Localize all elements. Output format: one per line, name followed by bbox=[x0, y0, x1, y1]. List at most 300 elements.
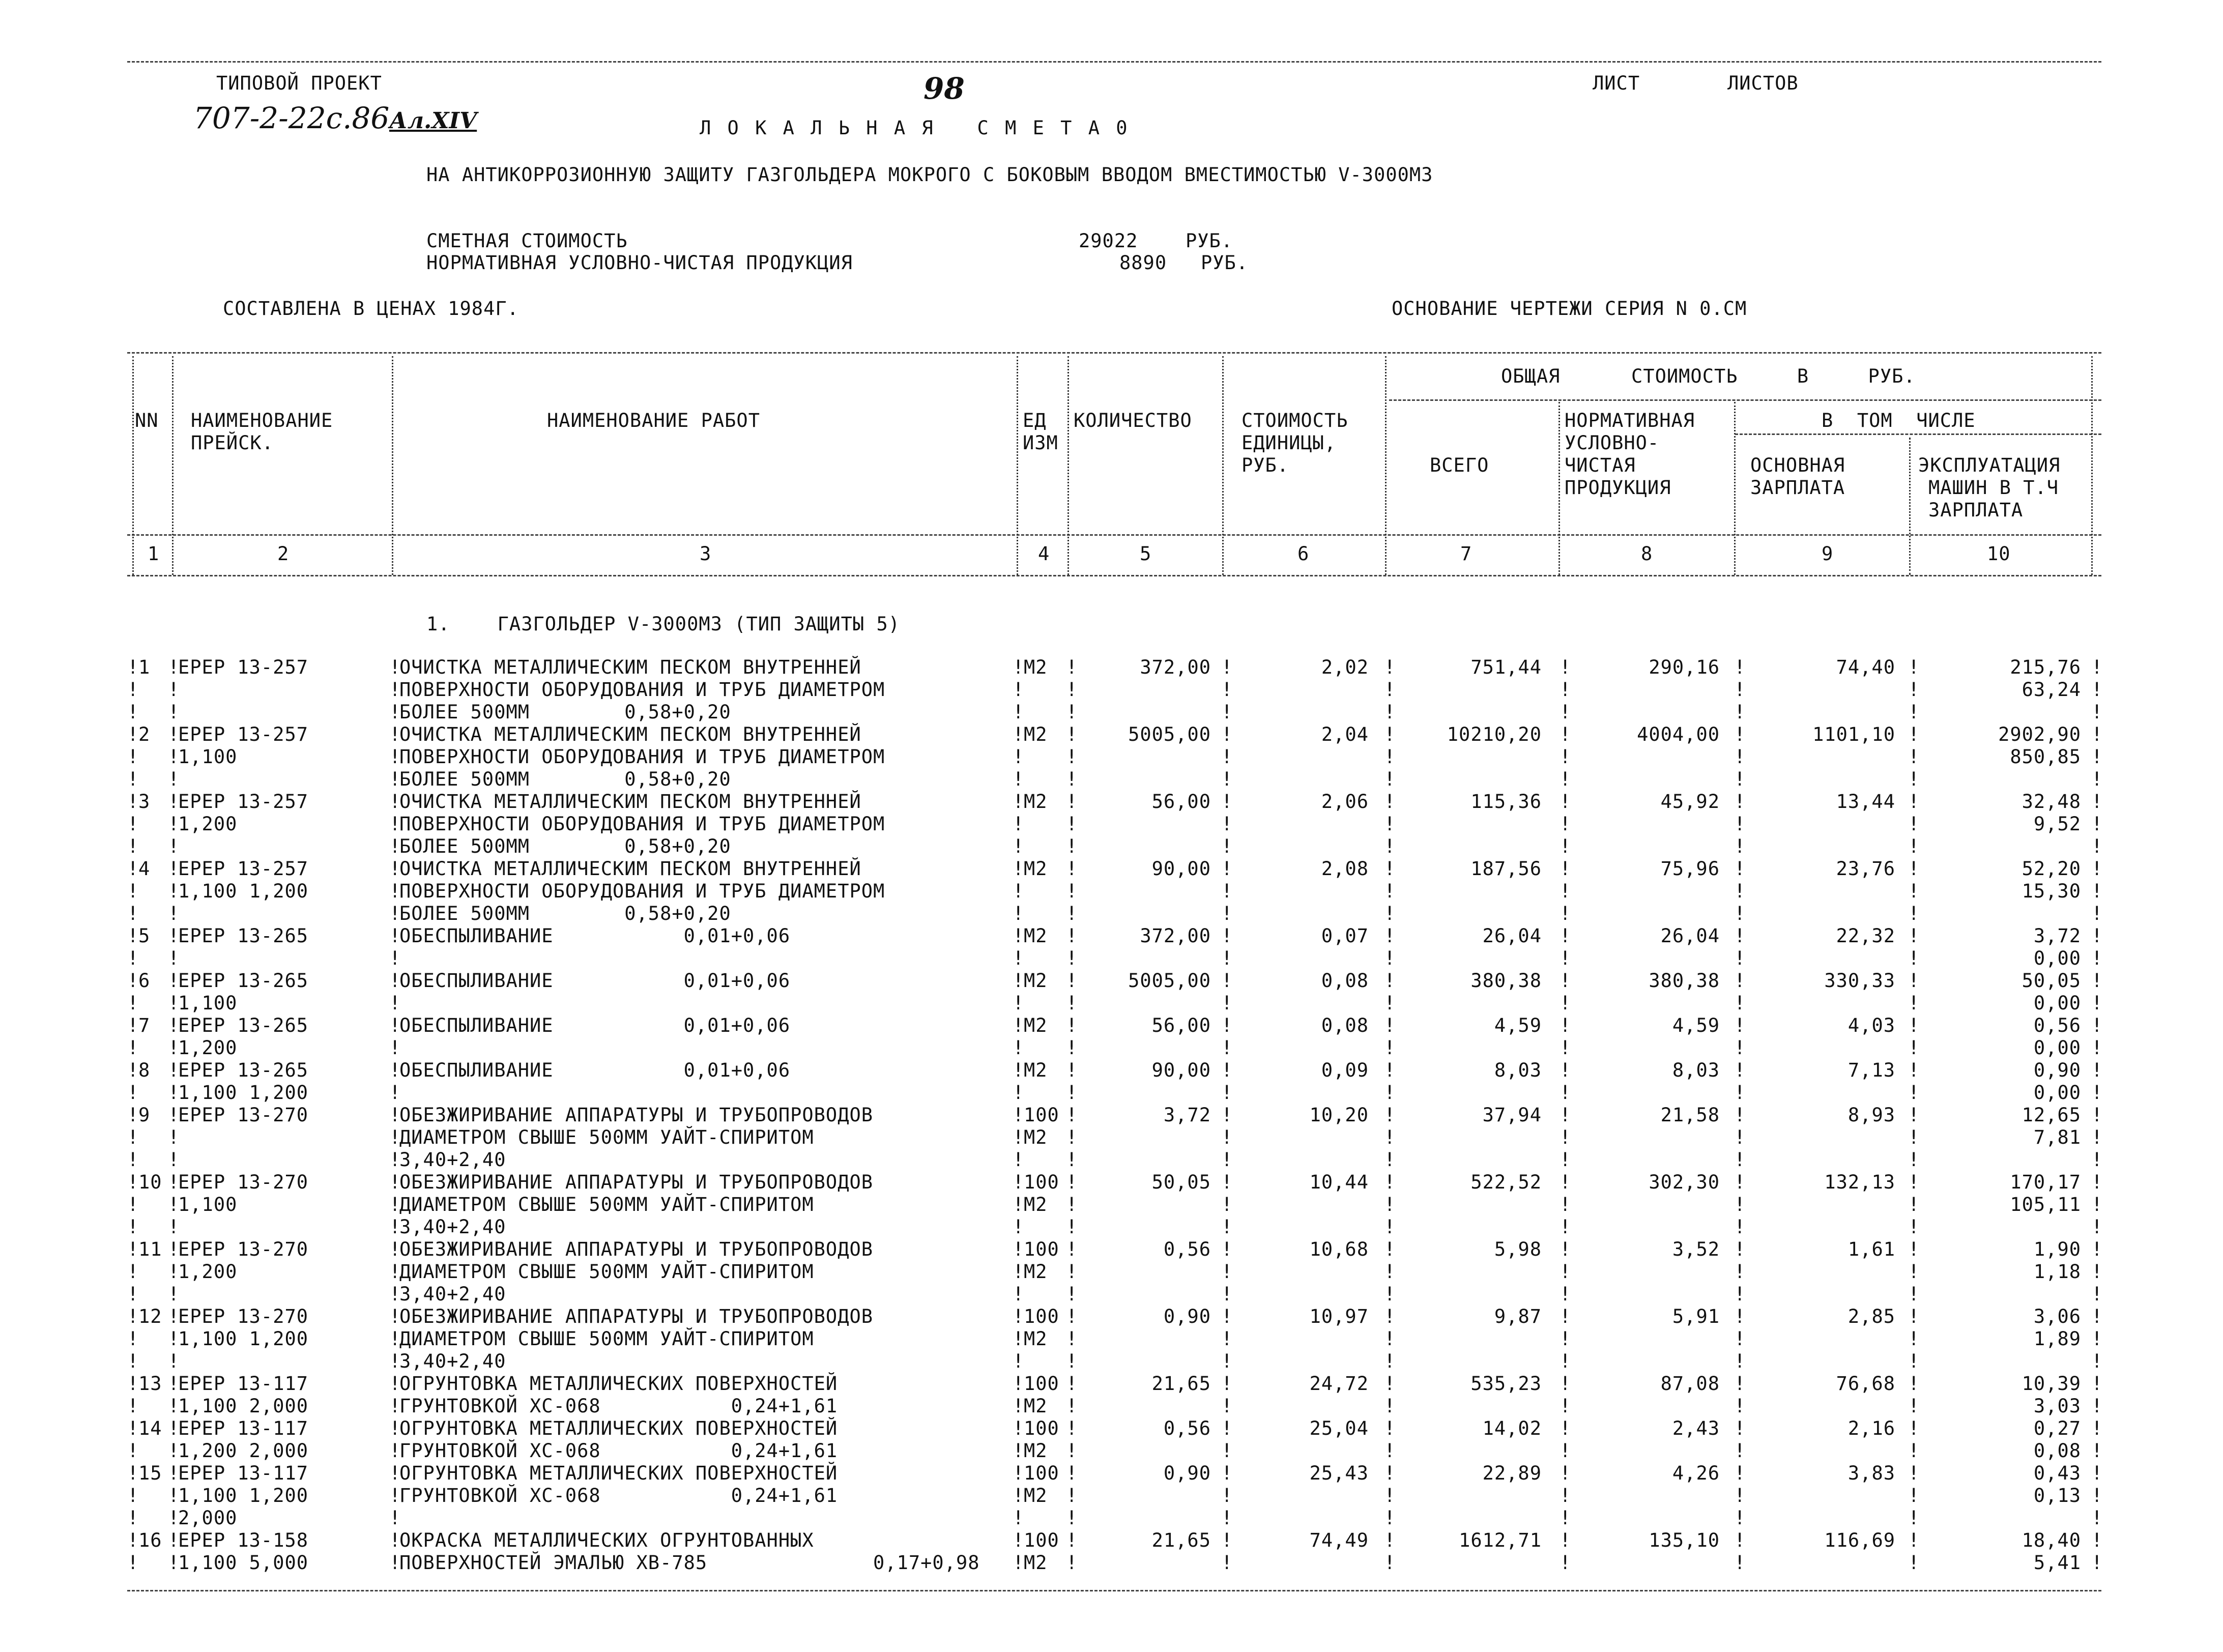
column-separator: ! bbox=[1560, 1328, 1572, 1350]
quantity: 5005,00 bbox=[1128, 970, 1211, 992]
column-separator: ! bbox=[2091, 1104, 2103, 1126]
column-separator: ! bbox=[1066, 1126, 1078, 1148]
column-separator: ! bbox=[389, 992, 401, 1014]
column-separator: ! bbox=[1734, 1015, 1746, 1036]
column-separator: ! bbox=[1384, 1283, 1396, 1305]
column-separator: ! bbox=[168, 1306, 180, 1327]
cost-unit: РУБ. bbox=[1186, 230, 1233, 252]
column-separator: ! bbox=[1560, 970, 1572, 992]
column-separator: ! bbox=[1013, 1350, 1025, 1372]
column-separator: ! bbox=[1221, 903, 1233, 924]
column-separator: ! bbox=[1560, 656, 1572, 678]
column-separator: ! bbox=[1734, 1529, 1746, 1551]
column-separator: ! bbox=[1908, 970, 1920, 992]
column-separator: ! bbox=[127, 858, 139, 880]
work-name: ГРУНТОВКОЙ ХС-068 0,24+1,61 bbox=[399, 1395, 838, 1417]
price-code: ЕРЕР 13-257 bbox=[178, 656, 309, 678]
column-separator: ! bbox=[1734, 1552, 1746, 1574]
column-separator: ! bbox=[389, 1216, 401, 1238]
column-separator: ! bbox=[168, 1283, 180, 1305]
quantity: 21,65 bbox=[1151, 1373, 1211, 1395]
column-separator: ! bbox=[1066, 880, 1078, 902]
column-separator: ! bbox=[1560, 723, 1572, 745]
column-separator: ! bbox=[1908, 858, 1920, 880]
column-separator: ! bbox=[168, 1350, 180, 1372]
column-separator: ! bbox=[2091, 835, 2103, 857]
column-separator: ! bbox=[1013, 925, 1025, 947]
column-separator: ! bbox=[1066, 1037, 1078, 1059]
column-separator: ! bbox=[2091, 791, 2103, 813]
work-name: 3,40+2,40 bbox=[399, 1149, 506, 1171]
column-separator: ! bbox=[1384, 723, 1396, 745]
column-separator: ! bbox=[1066, 656, 1078, 678]
bottom-rule bbox=[127, 1590, 2101, 1591]
base-salary: 8,93 bbox=[1847, 1104, 1895, 1126]
header-col9a: ОСНОВНАЯ bbox=[1750, 454, 1845, 476]
unit: М2 bbox=[1024, 1126, 1048, 1148]
column-separator: ! bbox=[127, 1440, 139, 1462]
unit: 100 bbox=[1024, 1104, 1059, 1126]
cost-value: 29022 bbox=[1079, 230, 1138, 252]
column-separator: ! bbox=[1384, 1059, 1396, 1081]
work-name: ОКРАСКА МЕТАЛЛИЧЕСКИХ ОГРУНТОВАННЫХ bbox=[399, 1529, 814, 1551]
sheets-label: ЛИСТОВ bbox=[1727, 72, 1799, 94]
price-code: ЕРЕР 13-270 bbox=[178, 1306, 309, 1327]
column-separator: ! bbox=[1221, 1037, 1233, 1059]
header-col2a: НАИМЕНОВАНИЕ bbox=[191, 410, 333, 431]
row-number: 3 bbox=[138, 791, 151, 813]
unit: М2 bbox=[1024, 656, 1048, 678]
column-separator: ! bbox=[389, 1462, 401, 1484]
unit: 100 bbox=[1024, 1373, 1059, 1395]
column-separator: ! bbox=[1013, 701, 1025, 723]
column-separator: ! bbox=[168, 1216, 180, 1238]
quantity: 5005,00 bbox=[1128, 723, 1211, 745]
column-separator: ! bbox=[2091, 1149, 2103, 1171]
column-separator: ! bbox=[1013, 1194, 1025, 1215]
column-separator: ! bbox=[2091, 1328, 2103, 1350]
work-name: ОГРУНТОВКА МЕТАЛЛИЧЕСКИХ ПОВЕРХНОСТЕЙ bbox=[399, 1417, 838, 1439]
column-separator: ! bbox=[1734, 701, 1746, 723]
header-col8b: УСЛОВНО- bbox=[1565, 432, 1660, 454]
machine-cost: 105,11 bbox=[2010, 1194, 2081, 1215]
section-title: 1. ГАЗГОЛЬДЕР V-3000М3 (ТИП ЗАЩИТЫ 5) bbox=[426, 613, 901, 635]
column-separator: ! bbox=[1066, 1171, 1078, 1193]
column-separator: ! bbox=[1908, 835, 1920, 857]
column-separator: ! bbox=[2091, 1194, 2103, 1215]
column-separator: ! bbox=[1066, 992, 1078, 1014]
column-separator: ! bbox=[389, 701, 401, 723]
column-separator: ! bbox=[1908, 1261, 1920, 1283]
header-col3: НАИМЕНОВАНИЕ РАБОТ bbox=[547, 410, 760, 431]
unit: 100 bbox=[1024, 1238, 1059, 1260]
column-separator: ! bbox=[389, 1261, 401, 1283]
column-separator: ! bbox=[1013, 1462, 1025, 1484]
column-separator: ! bbox=[1384, 835, 1396, 857]
price-code: ЕРЕР 13-257 bbox=[178, 723, 309, 745]
page-number: 98 bbox=[923, 71, 965, 106]
row-number: 15 bbox=[138, 1462, 162, 1484]
column-separator: ! bbox=[1734, 970, 1746, 992]
column-separator: ! bbox=[1560, 835, 1572, 857]
net-unit: РУБ. bbox=[1201, 252, 1249, 274]
total-cost: 37,94 bbox=[1482, 1104, 1542, 1126]
unit-cost: 2,04 bbox=[1321, 723, 1369, 745]
col-number: 2 bbox=[277, 543, 290, 565]
unit-cost: 0,08 bbox=[1321, 1015, 1369, 1036]
column-separator: ! bbox=[1013, 947, 1025, 969]
column-separator: ! bbox=[389, 1395, 401, 1417]
column-separator: ! bbox=[1066, 1485, 1078, 1506]
column-separator: ! bbox=[1560, 1373, 1572, 1395]
price-code: 1,100 2,000 bbox=[178, 1395, 309, 1417]
column-separator: ! bbox=[1560, 1350, 1572, 1372]
document-subtitle: НА АНТИКОРРОЗИОННУЮ ЗАЩИТУ ГАЗГОЛЬДЕРА МОКРОГО С БОКОВЫМ ВВОДОМ ВМЕСТИМОСТЬЮ V-3000М3 bbox=[426, 164, 1433, 186]
column-separator: ! bbox=[1734, 947, 1746, 969]
column-separator: ! bbox=[1734, 1126, 1746, 1148]
base-salary: 76,68 bbox=[1836, 1373, 1895, 1395]
column-separator: ! bbox=[2091, 701, 2103, 723]
unit: М2 bbox=[1024, 1261, 1048, 1283]
work-name: БОЛЕЕ 500ММ 0,58+0,20 bbox=[399, 768, 731, 790]
row-number: 10 bbox=[138, 1171, 162, 1193]
column-separator: ! bbox=[1221, 1216, 1233, 1238]
row-number: 9 bbox=[138, 1104, 151, 1126]
unit-cost: 25,04 bbox=[1309, 1417, 1369, 1439]
column-separator: ! bbox=[168, 925, 180, 947]
net-product: 135,10 bbox=[1649, 1529, 1720, 1551]
work-name: ПОВЕРХНОСТЕЙ ЭМАЛЬЮ ХВ-785 0,17+0,98 bbox=[399, 1552, 980, 1574]
quantity: 0,56 bbox=[1163, 1417, 1211, 1439]
column-separator: ! bbox=[389, 925, 401, 947]
column-separator: ! bbox=[1221, 1395, 1233, 1417]
column-separator: ! bbox=[1013, 1126, 1025, 1148]
column-separator: ! bbox=[127, 1395, 139, 1417]
net-product: 290,16 bbox=[1649, 656, 1720, 678]
machine-cost: 0,56 bbox=[2033, 1015, 2081, 1036]
header-col8a: НОРМАТИВНАЯ bbox=[1565, 410, 1695, 431]
col-number: 10 bbox=[1987, 543, 2011, 565]
column-separator: ! bbox=[168, 970, 180, 992]
column-separator: ! bbox=[168, 858, 180, 880]
work-name: БОЛЕЕ 500ММ 0,58+0,20 bbox=[399, 903, 731, 924]
column-separator: ! bbox=[1908, 656, 1920, 678]
column-separator: ! bbox=[1221, 1373, 1233, 1395]
column-separator: ! bbox=[1221, 656, 1233, 678]
column-separator: ! bbox=[1908, 1238, 1920, 1260]
column-separator: ! bbox=[1734, 1171, 1746, 1193]
column-separator: ! bbox=[1560, 858, 1572, 880]
unit-cost: 24,72 bbox=[1309, 1373, 1369, 1395]
column-separator: ! bbox=[1013, 1104, 1025, 1126]
net-product: 87,08 bbox=[1660, 1373, 1720, 1395]
column-separator: ! bbox=[1560, 1440, 1572, 1462]
column-separator: ! bbox=[2091, 925, 2103, 947]
column-separator: ! bbox=[1560, 1216, 1572, 1238]
project-label: ТИПОВОЙ ПРОЕКТ bbox=[216, 72, 382, 94]
column-separator: ! bbox=[1066, 1350, 1078, 1372]
column-separator: ! bbox=[2091, 746, 2103, 768]
total-cost: 1612,71 bbox=[1459, 1529, 1542, 1551]
column-separator: ! bbox=[1221, 1350, 1233, 1372]
column-separator: ! bbox=[1013, 835, 1025, 857]
column-separator: ! bbox=[127, 701, 139, 723]
column-separator: ! bbox=[2091, 1082, 2103, 1104]
column-separator: ! bbox=[168, 992, 180, 1014]
column-separator: ! bbox=[1066, 723, 1078, 745]
machine-cost: 0,08 bbox=[2033, 1440, 2081, 1462]
column-separator: ! bbox=[1221, 1328, 1233, 1350]
column-separator: ! bbox=[1734, 1485, 1746, 1506]
column-separator: ! bbox=[2091, 813, 2103, 835]
header-group-total: ОБЩАЯ СТОИМОСТЬ В РУБ. bbox=[1501, 365, 1916, 387]
work-name: ДИАМЕТРОМ СВЫШЕ 500ММ УАЙТ-СПИРИТОМ bbox=[399, 1194, 814, 1215]
machine-cost: 215,76 bbox=[2010, 656, 2081, 678]
column-separator: ! bbox=[1734, 1350, 1746, 1372]
net-product: 45,92 bbox=[1660, 791, 1720, 813]
net-product: 302,30 bbox=[1649, 1171, 1720, 1193]
unit-cost: 10,97 bbox=[1309, 1306, 1369, 1327]
column-separator: ! bbox=[127, 1194, 139, 1215]
column-separator: ! bbox=[1013, 992, 1025, 1014]
column-separator: ! bbox=[127, 813, 139, 835]
col-number: 3 bbox=[700, 543, 712, 565]
column-separator: ! bbox=[1384, 746, 1396, 768]
column-separator: ! bbox=[1734, 1216, 1746, 1238]
column-separator: ! bbox=[1066, 858, 1078, 880]
column-separator: ! bbox=[2091, 1440, 2103, 1462]
column-separator: ! bbox=[2091, 970, 2103, 992]
column-separator: ! bbox=[1734, 1261, 1746, 1283]
header-col2b: ПРЕЙСК. bbox=[191, 432, 274, 454]
quantity: 50,05 bbox=[1151, 1171, 1211, 1193]
column-separator: ! bbox=[1908, 768, 1920, 790]
column-separator: ! bbox=[2091, 723, 2103, 745]
column-separator: ! bbox=[127, 1507, 139, 1529]
machine-cost: 1,18 bbox=[2033, 1261, 2081, 1283]
column-separator: ! bbox=[1908, 791, 1920, 813]
column-separator: ! bbox=[389, 1194, 401, 1215]
column-separator: ! bbox=[127, 768, 139, 790]
total-cost: 380,38 bbox=[1470, 970, 1542, 992]
column-separator: ! bbox=[1066, 768, 1078, 790]
machine-cost: 52,20 bbox=[2022, 858, 2081, 880]
unit: М2 bbox=[1024, 925, 1048, 947]
column-separator: ! bbox=[168, 947, 180, 969]
column-separator: ! bbox=[1560, 813, 1572, 835]
column-separator: ! bbox=[1221, 723, 1233, 745]
column-separator: ! bbox=[1908, 1485, 1920, 1506]
unit-cost: 2,06 bbox=[1321, 791, 1369, 813]
column-separator: ! bbox=[1384, 1328, 1396, 1350]
unit-cost: 10,44 bbox=[1309, 1171, 1369, 1193]
net-product: 3,52 bbox=[1672, 1238, 1720, 1260]
work-name: ОЧИСТКА МЕТАЛЛИЧЕСКИМ ПЕСКОМ ВНУТРЕННЕЙ bbox=[399, 723, 861, 745]
header-col4b: ИЗМ bbox=[1023, 432, 1058, 454]
column-separator: ! bbox=[2091, 858, 2103, 880]
column-separator: ! bbox=[1560, 746, 1572, 768]
column-separator: ! bbox=[1221, 1261, 1233, 1283]
column-separator: ! bbox=[1384, 1037, 1396, 1059]
column-separator: ! bbox=[1384, 656, 1396, 678]
column-separator: ! bbox=[168, 791, 180, 813]
album-number: Ал.XIV bbox=[389, 108, 477, 134]
column-separator: ! bbox=[1013, 791, 1025, 813]
column-separator: ! bbox=[1384, 1529, 1396, 1551]
column-separator: ! bbox=[2091, 1350, 2103, 1372]
column-separator: ! bbox=[1560, 1104, 1572, 1126]
column-separator: ! bbox=[168, 1485, 180, 1506]
unit: М2 bbox=[1024, 858, 1048, 880]
column-separator: ! bbox=[1734, 723, 1746, 745]
column-separator: ! bbox=[389, 947, 401, 969]
column-separator: ! bbox=[1734, 656, 1746, 678]
column-separator: ! bbox=[1066, 1149, 1078, 1171]
column-separator: ! bbox=[1384, 1417, 1396, 1439]
column-separator: ! bbox=[1384, 1082, 1396, 1104]
column-separator: ! bbox=[389, 1238, 401, 1260]
column-separator: ! bbox=[1013, 1529, 1025, 1551]
column-separator: ! bbox=[168, 1440, 180, 1462]
column-separator: ! bbox=[1221, 1306, 1233, 1327]
work-name: 3,40+2,40 bbox=[399, 1283, 506, 1305]
machine-cost: 0,43 bbox=[2033, 1462, 2081, 1484]
column-separator: ! bbox=[1221, 813, 1233, 835]
price-code: 2,000 bbox=[178, 1507, 238, 1529]
column-separator: ! bbox=[1734, 1395, 1746, 1417]
base-salary: 2,85 bbox=[1847, 1306, 1895, 1327]
column-separator: ! bbox=[2091, 1126, 2103, 1148]
column-separator: ! bbox=[1221, 701, 1233, 723]
column-separator: ! bbox=[1221, 1015, 1233, 1036]
column-separator: ! bbox=[1221, 791, 1233, 813]
col-number: 6 bbox=[1297, 543, 1310, 565]
column-separator: ! bbox=[1734, 813, 1746, 835]
column-separator: ! bbox=[1013, 679, 1025, 701]
price-code: 1,100 1,200 bbox=[178, 1485, 309, 1506]
price-code: 1,100 1,200 bbox=[178, 1328, 309, 1350]
machine-cost: 9,52 bbox=[2033, 813, 2081, 835]
work-name: ОБЕСПЫЛИВАНИЕ 0,01+0,06 bbox=[399, 970, 791, 992]
machine-cost: 170,17 bbox=[2010, 1171, 2081, 1193]
column-separator: ! bbox=[1908, 1373, 1920, 1395]
column-separator: ! bbox=[1560, 701, 1572, 723]
column-separator: ! bbox=[1384, 947, 1396, 969]
column-separator: ! bbox=[1066, 903, 1078, 924]
column-separator: ! bbox=[127, 1350, 139, 1372]
column-separator: ! bbox=[1221, 858, 1233, 880]
column-separator: ! bbox=[1734, 1104, 1746, 1126]
document-title: Л О К А Л Ь Н А Я С М Е Т А 0 bbox=[700, 117, 1130, 139]
column-separator: ! bbox=[389, 1306, 401, 1327]
column-separator: ! bbox=[1066, 1059, 1078, 1081]
total-cost: 522,52 bbox=[1470, 1171, 1542, 1193]
column-separator: ! bbox=[1908, 1082, 1920, 1104]
column-separator: ! bbox=[389, 1059, 401, 1081]
work-name: ОЧИСТКА МЕТАЛЛИЧЕСКИМ ПЕСКОМ ВНУТРЕННЕЙ bbox=[399, 858, 861, 880]
header-col6b: ЕДИНИЦЫ, bbox=[1242, 432, 1337, 454]
column-separator: ! bbox=[127, 1529, 139, 1551]
column-separator: ! bbox=[1560, 768, 1572, 790]
machine-cost: 3,03 bbox=[2033, 1395, 2081, 1417]
row-number: 2 bbox=[138, 723, 151, 745]
column-separator: ! bbox=[127, 1373, 139, 1395]
column-separator: ! bbox=[1560, 791, 1572, 813]
column-separator: ! bbox=[1734, 768, 1746, 790]
total-cost: 10210,20 bbox=[1447, 723, 1542, 745]
work-name: ГРУНТОВКОЙ ХС-068 0,24+1,61 bbox=[399, 1485, 838, 1506]
machine-cost: 10,39 bbox=[2022, 1373, 2081, 1395]
column-separator: ! bbox=[389, 1507, 401, 1529]
column-separator: ! bbox=[1734, 1037, 1746, 1059]
column-separator: ! bbox=[1013, 1373, 1025, 1395]
column-separator: ! bbox=[1384, 679, 1396, 701]
quantity: 90,00 bbox=[1151, 1059, 1211, 1081]
machine-cost: 850,85 bbox=[2010, 746, 2081, 768]
column-separator: ! bbox=[389, 1283, 401, 1305]
work-name: ОЧИСТКА МЕТАЛЛИЧЕСКИМ ПЕСКОМ ВНУТРЕННЕЙ bbox=[399, 656, 861, 678]
column-separator: ! bbox=[1560, 947, 1572, 969]
column-separator: ! bbox=[168, 1104, 180, 1126]
price-code: ЕРЕР 13-117 bbox=[178, 1373, 309, 1395]
column-separator: ! bbox=[127, 903, 139, 924]
unit: 100 bbox=[1024, 1417, 1059, 1439]
net-product: 21,58 bbox=[1660, 1104, 1720, 1126]
column-separator: ! bbox=[1908, 1529, 1920, 1551]
column-separator: ! bbox=[1734, 1149, 1746, 1171]
work-name: ПОВЕРХНОСТИ ОБОРУДОВАНИЯ И ТРУБ ДИАМЕТРОМ bbox=[399, 679, 885, 701]
column-separator: ! bbox=[1734, 925, 1746, 947]
header-col6c: РУБ. bbox=[1242, 454, 1289, 476]
column-separator: ! bbox=[1013, 1283, 1025, 1305]
price-code: 1,100 bbox=[178, 1194, 238, 1215]
column-separator: ! bbox=[1221, 1485, 1233, 1506]
column-separator: ! bbox=[2091, 1373, 2103, 1395]
column-separator: ! bbox=[1221, 1417, 1233, 1439]
work-name: ОГРУНТОВКА МЕТАЛЛИЧЕСКИХ ПОВЕРХНОСТЕЙ bbox=[399, 1462, 838, 1484]
work-name: ОГРУНТОВКА МЕТАЛЛИЧЕСКИХ ПОВЕРХНОСТЕЙ bbox=[399, 1373, 838, 1395]
column-separator: ! bbox=[1908, 1507, 1920, 1529]
column-separator: ! bbox=[2091, 903, 2103, 924]
column-separator: ! bbox=[1734, 1306, 1746, 1327]
price-code: ЕРЕР 13-265 bbox=[178, 1059, 309, 1081]
row-number: 1 bbox=[138, 656, 151, 678]
unit-cost: 2,08 bbox=[1321, 858, 1369, 880]
header-col5: КОЛИЧЕСТВО bbox=[1074, 410, 1192, 431]
machine-cost: 12,65 bbox=[2022, 1104, 2081, 1126]
column-separator: ! bbox=[127, 1037, 139, 1059]
quantity: 56,00 bbox=[1151, 791, 1211, 813]
column-separator: ! bbox=[127, 1216, 139, 1238]
column-separator: ! bbox=[1384, 858, 1396, 880]
column-separator: ! bbox=[1066, 1238, 1078, 1260]
column-separator: ! bbox=[2091, 768, 2103, 790]
column-separator: ! bbox=[127, 1059, 139, 1081]
column-separator: ! bbox=[1908, 1126, 1920, 1148]
total-cost: 5,98 bbox=[1494, 1238, 1542, 1260]
column-separator: ! bbox=[1384, 1395, 1396, 1417]
header-col7: ВСЕГО bbox=[1430, 454, 1489, 476]
total-cost: 751,44 bbox=[1470, 656, 1542, 678]
net-product: 75,96 bbox=[1660, 858, 1720, 880]
column-separator: ! bbox=[1908, 1283, 1920, 1305]
column-separator: ! bbox=[1734, 1462, 1746, 1484]
column-separator: ! bbox=[1560, 1283, 1572, 1305]
column-separator: ! bbox=[1013, 1149, 1025, 1171]
work-name: ОБЕСПЫЛИВАНИЕ 0,01+0,06 bbox=[399, 925, 791, 947]
column-separator: ! bbox=[1908, 1328, 1920, 1350]
prices-note: СОСТАВЛЕНА В ЦЕНАХ 1984Г. bbox=[223, 298, 519, 320]
